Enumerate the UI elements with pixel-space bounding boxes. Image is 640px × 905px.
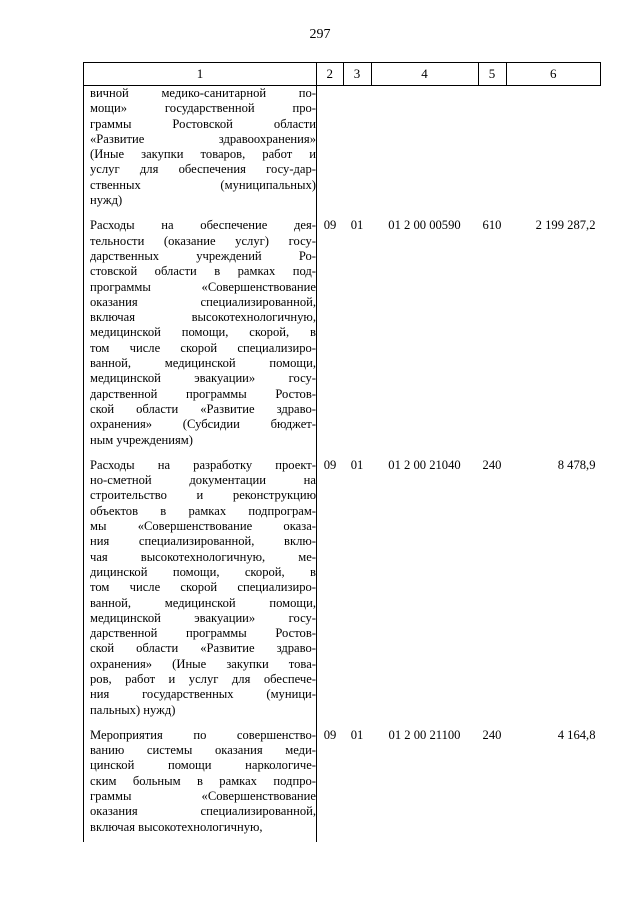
section-cell: 09 <box>323 727 337 742</box>
table-body <box>84 86 601 842</box>
column-header-4: 4 <box>371 63 478 86</box>
subsection-cell: 01 <box>350 218 364 233</box>
section-cell <box>317 86 344 216</box>
description-line: (Иные закупки товаров, работ и <box>90 147 316 162</box>
description-cell <box>84 455 317 725</box>
description-line: ственных (муниципальных) <box>90 177 316 192</box>
target-article-cell <box>371 86 478 216</box>
description-line: Мероприятия по совершенство- <box>90 727 316 742</box>
description-line: ния государственных (муници- <box>90 687 316 702</box>
budget-table <box>83 62 601 842</box>
description-line: ров, работ и услуг для обеспече- <box>90 671 316 686</box>
target-article-cell: 01 2 00 21040 <box>388 457 461 472</box>
description-line: включая высокотехнологичную, <box>90 819 263 834</box>
page-number: 297 <box>309 27 331 42</box>
description-line: стовской области в рамках под- <box>90 264 316 279</box>
table-row <box>84 725 601 842</box>
description-line: оказания специализированной, <box>90 804 316 819</box>
description-line: услуг для обеспечения госу-дар- <box>90 162 316 177</box>
description-line: пальных) нужд) <box>90 702 176 717</box>
table-row <box>84 86 601 216</box>
amount-cell: 8 478,9 <box>557 457 596 472</box>
description-line: граммы Ростовской области <box>90 116 316 131</box>
column-header-2: 2 <box>317 63 344 86</box>
description-line: дарственных учреждений Ро- <box>90 248 316 263</box>
description-line: том числе скорой специализиро- <box>90 340 316 355</box>
description-line: но-сметной документации на <box>90 473 316 488</box>
expense-type-cell: 240 <box>482 727 502 742</box>
description-line: том числе скорой специализиро- <box>90 580 316 595</box>
description-line: объектов в рамках подпрограм- <box>90 503 316 518</box>
description-line: граммы «Совершенствование <box>90 789 316 804</box>
description-line: вичной медико-санитарной по- <box>90 86 316 100</box>
description-line: ным учреждениям) <box>90 432 193 447</box>
description-cell <box>84 86 317 216</box>
description-line: мощи» государственной про- <box>90 101 316 116</box>
description-line: оказания специализированной, <box>90 294 316 309</box>
description-line: медицинской эвакуации» госу- <box>90 371 316 386</box>
amount-cell <box>506 86 601 216</box>
subsection-cell: 01 <box>350 727 364 742</box>
expense-type-cell <box>478 86 506 216</box>
description-line: медицинской эвакуации» госу- <box>90 610 316 625</box>
subsection-cell: 01 <box>350 457 364 472</box>
section-cell: 09 <box>323 218 337 233</box>
table-header-row <box>84 63 601 86</box>
description-line: «Развитие здравоохранения» <box>90 131 316 146</box>
description-line: дарственной программы Ростов- <box>90 626 316 641</box>
column-header-3: 3 <box>343 63 371 86</box>
table-row <box>84 215 601 454</box>
target-article-cell: 01 2 00 21100 <box>388 727 461 742</box>
description-line: включая высокотехнологичную, <box>90 310 316 325</box>
expense-type-cell: 240 <box>482 457 502 472</box>
description-cell <box>84 215 317 454</box>
column-header-5: 5 <box>478 63 506 86</box>
column-header-6: 6 <box>506 63 601 86</box>
expense-type-cell: 610 <box>482 218 502 233</box>
description-line: цинской помощи наркологиче- <box>90 758 316 773</box>
subsection-cell <box>343 86 371 216</box>
description-line: чая высокотехнологичную, ме- <box>90 549 316 564</box>
description-line: ния специализированной, вклю- <box>90 534 316 549</box>
description-line: ванию системы оказания меди- <box>90 743 316 758</box>
description-line: ванной, медицинской помощи, <box>90 356 316 371</box>
description-line: ской области «Развитие здраво- <box>90 641 316 656</box>
description-line: Расходы на разработку проект- <box>90 457 316 472</box>
amount-cell: 4 164,8 <box>557 727 596 742</box>
section-cell: 09 <box>323 457 337 472</box>
description-line: программы «Совершенствование <box>90 279 316 294</box>
description-line: дицинской помощи, скорой, в <box>90 564 316 579</box>
description-line: ванной, медицинской помощи, <box>90 595 316 610</box>
table-row <box>84 455 601 725</box>
description-line: строительство и реконструкцию <box>90 488 316 503</box>
description-line: нужд) <box>90 193 123 208</box>
description-line: тельности (оказание услуг) госу- <box>90 233 316 248</box>
description-line: мы «Совершенствование оказа- <box>90 519 316 534</box>
target-article-cell: 01 2 00 00590 <box>388 218 461 233</box>
description-line: Расходы на обеспечение дея- <box>90 218 316 233</box>
description-line: охранения» (Субсидии бюджет- <box>90 417 316 432</box>
description-cell <box>84 725 317 842</box>
description-line: медицинской помощи, скорой, в <box>90 325 316 340</box>
description-line: дарственной программы Ростов- <box>90 386 316 401</box>
description-line: охранения» (Иные закупки това- <box>90 656 316 671</box>
description-line: ской области «Развитие здраво- <box>90 401 316 416</box>
description-line: ским больным в рамках подпро- <box>90 773 316 788</box>
amount-cell: 2 199 287,2 <box>535 218 596 233</box>
column-header-1: 1 <box>84 63 317 86</box>
